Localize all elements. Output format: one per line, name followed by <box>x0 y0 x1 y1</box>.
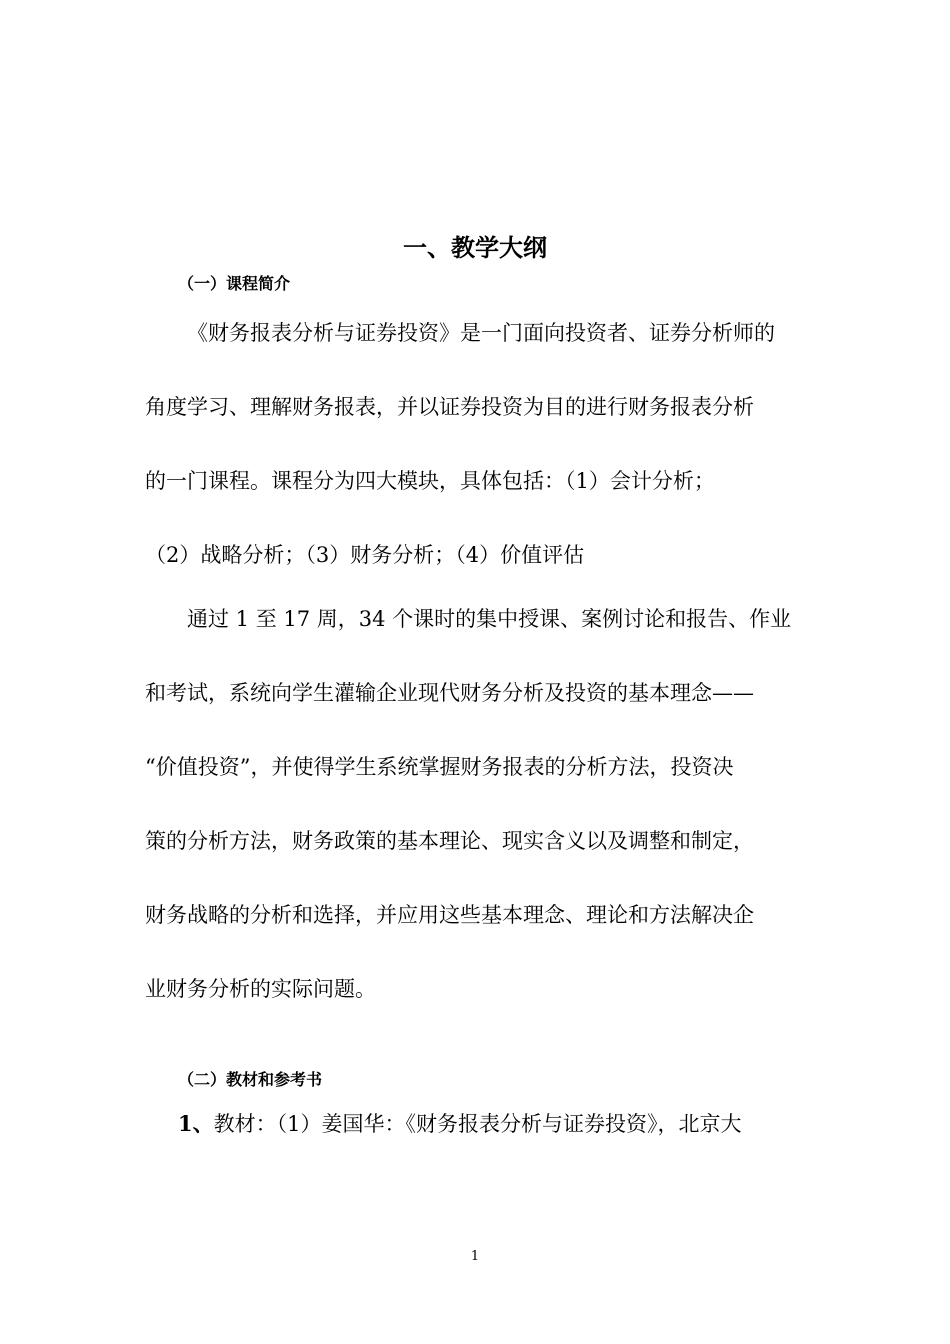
page-title: 一、教学大纲 <box>403 234 547 262</box>
paragraph-line: （2）战略分析；（3）财务分析；（4）价值评估 <box>145 543 585 567</box>
paragraph-line: 通过 1 至 17 周，34 个课时的集中授课、案例讨论和报告、作业 <box>187 607 792 631</box>
section-heading-course-intro: （一）课程简介 <box>178 274 291 293</box>
course-goal-paragraph <box>145 582 809 1026</box>
paragraph-line: 《财务报表分析与证券投资》是一门面向投资者、证券分析师的 <box>187 321 775 345</box>
page-number: 1 <box>470 1249 480 1264</box>
course-intro-paragraph <box>145 296 809 592</box>
item-text: 教材：（1）姜国华：《财务报表分析与证券投资》，北京大 <box>213 1112 742 1136</box>
section-heading-textbooks: （二）教材和参考书 <box>178 1070 323 1089</box>
textbook-item <box>178 1104 741 1144</box>
paragraph-line: 和考试，系统向学生灌输企业现代财务分析及投资的基本理念—— <box>145 681 754 705</box>
paragraph-line: 角度学习、理解财务报表，并以证券投资为目的进行财务报表分析 <box>145 395 754 419</box>
paragraph-line: 财务战略的分析和选择，并应用这些基本理念、理论和方法解决企 <box>145 903 754 927</box>
paragraph-line: 业财务分析的实际问题。 <box>145 977 376 1001</box>
paragraph-line: “价值投资”，并使得学生系统掌握财务报表的分析方法，投资决 <box>145 755 734 779</box>
item-number: 1、 <box>178 1111 214 1136</box>
paragraph-line: 的一门课程。课程分为四大模块，具体包括：（1）会计分析； <box>145 469 715 493</box>
paragraph-line: 策的分析方法，财务政策的基本理论、现实含义以及调整和制定， <box>145 829 754 853</box>
